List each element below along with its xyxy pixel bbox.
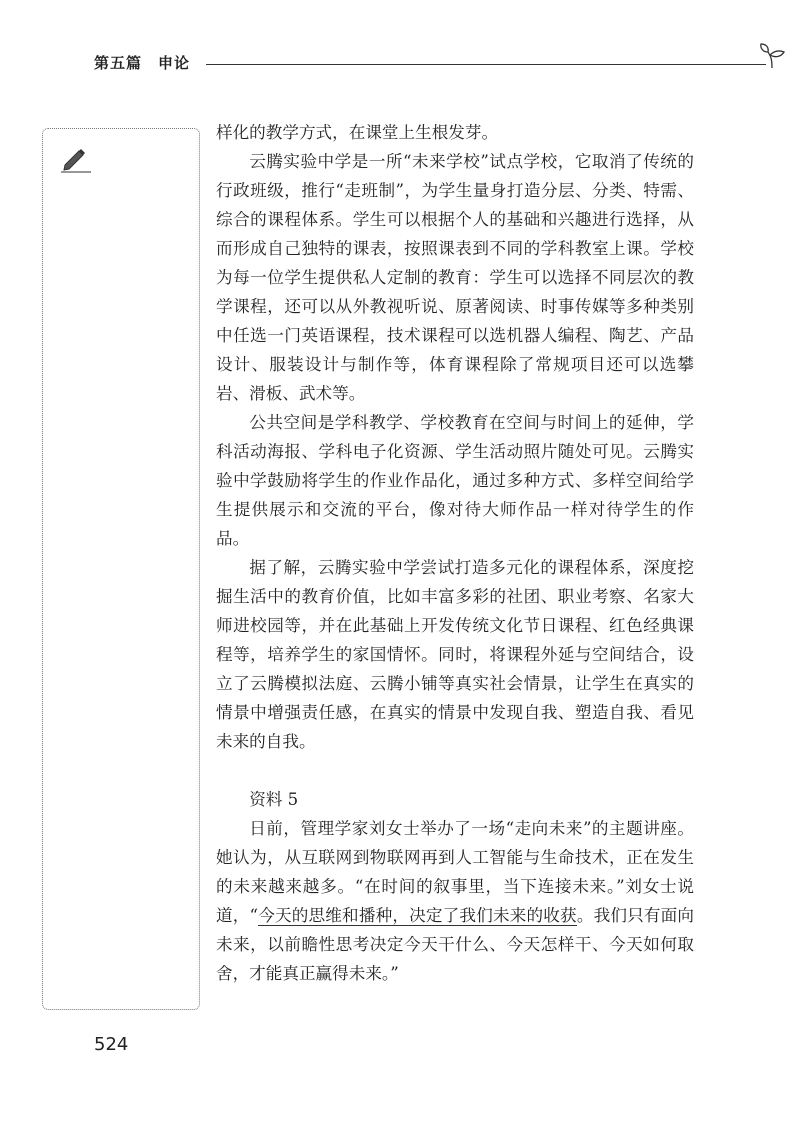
notes-box — [42, 128, 200, 1010]
article-content — [216, 118, 694, 988]
material-5-text-before: 日前，管理学家刘女士举办了一场“走向未来”的主题讲座。她认为，从互联网到物联网再到人工智能与生命技术，正在发生的未来越来越多。“在时间的叙事里，当下连接未来。”刘女士说道，“ — [216, 819, 694, 925]
page-number: 524 — [94, 1034, 129, 1055]
sprout-icon — [758, 40, 788, 70]
material-5-paragraph — [216, 814, 694, 988]
header-rule — [206, 64, 766, 65]
paragraph-public-space: 公共空间是学科教学、学校教育在空间与时间上的延伸，学科活动海报、学科电子化资源、学生活动照片随处可见。云腾实验中学鼓励将学生的作业作品化，通过多种方式、多样空间给学生提供展示和交流的平台，像对待大师作品一样对待学生的作品。 — [216, 413, 694, 548]
paragraph-curriculum: 据了解，云腾实验中学尝试打造多元化的课程体系，深度挖掘生活中的教育价值，比如丰富多彩的社团、职业考察、名家大师进校园等，并在此基础上开发传统文化节日课程、红色经典课程等，培养学生的家国情怀。同时，将课程外延与空间结合，设立了云腾模拟法庭、云腾小铺等真实社会情景，让学生在真实的情景中增强责任感，在真实的情景中发现自我、塑造自我、看见未来的自我。 — [216, 558, 694, 751]
paragraph-continuation: 样化的教学方式，在课堂上生根发芽。 — [216, 123, 499, 142]
section-title: 第五篇 申论 — [94, 54, 191, 72]
page-header — [94, 40, 694, 84]
underlined-quote: 今天的思维和播种，决定了我们未来的收获 — [258, 906, 577, 925]
paragraph-school-intro: 云腾实验中学是一所“未来学校”试点学校，它取消了传统的行政班级，推行“走班制”，为学生量身打造分层、分类、特需、综合的课程体系。学生可以根据个人的基础和兴趣进行选择，从而形成自己独特的课表，按照课表到不同的学科教室上课。学校为每一位学生提供私人定制的教育：学生可以选择不同层次的教学课程，还可以从外教视听说、原著阅读、时事传媒等多种类别中任选一门英语课程，技术课程可以选机器人编程、陶艺、产品设计、服装设计与制作等，体育课程除了常规项目还可以选攀岩、滑板、武术等。 — [216, 152, 694, 403]
pencil-icon — [59, 145, 93, 173]
material-5-heading: 资料 5 — [249, 790, 299, 809]
material-5-text-after: 。我们只有面向未来，以前瞻性思考决定今天干什么、今天怎样干、今天如何取舍，才能真正赢得未来。” — [216, 906, 695, 983]
